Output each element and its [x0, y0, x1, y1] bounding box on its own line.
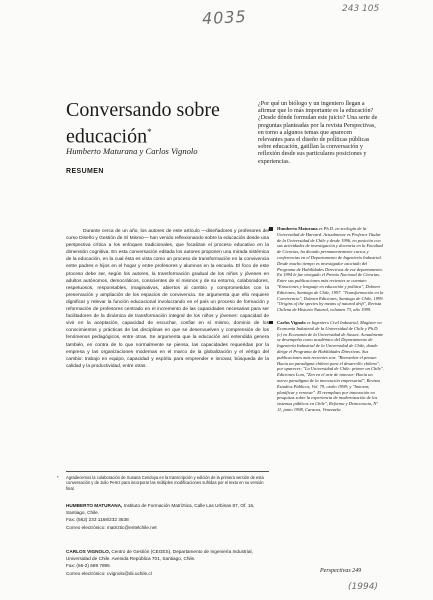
author-bios-column — [277, 226, 384, 420]
abstract-body: Durante cerca de un año, los autores de este artículo —diseñadores y profesores del curso Diseño y Gestión de Sí Mismo— han venido reflexionando sobre la educación desde una perspectiva crítica a los enfoques tradicionales, que focalizan el proceso educativo en la dimensión cognitiva. En esta conversación editada los autores proponen una mirada sistémica de la educación, en la cual ésta es vista como un proceso de transformación en la convivencia entre padres e hijos en el hogar y entre profesores y alumnos en la escuela. El foco de este proceso debe ser, según los autores, la transformación gradual de los niños y jóvenes en adultos autónomos, democráticos, conscientes de sí mismos y de su entorno, colaboradores, respetuosos, responsables, imaginativos, abiertos al cambio y comprometidos con la preservación y ampliación de los espacios de convivencia. Se argumenta que ello requiere dignificar y relevar la función educacional involucrando en el país un proceso de formación y reformación de profesores centrado en el incremento de las capacidades necesarias para ser facilitadores de la dinámica de transformación integral de los niños y jóvenes: capacidad de vivir en la aceptación, capacidad de escuchar, confiar en sí mismo, dominio de los conocimientos y prácticas de las disciplinas en que se desenvuelven y comprensión de los fenómenos pedagógicos, entre otras. Se argumenta que la educación así entendida genera también, en contra de lo que normalmente se piensa, las capacidades requeridas por la empresa y las organizaciones modernas en el marco de la globalización y el vértigo del cambio: trabajo en equipo, capacidad y espíritu para emprender e innovar, búsqueda de la calidad y la productividad, entre otras. — [66, 229, 269, 369]
bio-text: es Ingeniero Civil Industrial, Magíster en Economía Industrial de la Universidad de Chile y Ph.D. (c) en Economía de la Universidad de Sussex. Actualmente se desempeña como académico del Departamento de Ingeniería Industrial de la Universidad de Chile, donde dirige el Programa de Habilidades Directivas. Sus publicaciones más recientes son: "Reenseñar el pensar. Hacia un paradigma chileno para el desarrollo chileno", por aparecer; "La Universidad de Chile: primer un Chile". Ediciones Lom, "Zen en el arte de innovar: Hacia un nuevo paradigma de la innovación empresarial", Revista Estudios Públicos, Vol. 79, otoño 1998; y "Innovar, planificar y renovar". El reemplazo por innovación en pesquisas sobre la experiencia de modernización de los sistemas públicos en Chile", Reforma y Democracia, N° 11, junio 1998, Caracas, Venezuela. — [277, 319, 384, 412]
title-line-1: Conversando sobre — [66, 99, 220, 121]
handwritten-catalog-number: 4035 — [201, 6, 248, 29]
affiliation-fax: Fax: (562) 233 1168/232 3538 — [66, 517, 129, 523]
affiliation-name: HUMBERTO MATURANA, — [66, 503, 123, 508]
handwritten-year-note: (1994) — [348, 582, 378, 592]
title-footnote-marker: * — [147, 127, 152, 137]
affiliation-email: Correo electrónico: cvignolo@dii.uchile.cl — [66, 570, 152, 576]
page-title — [66, 99, 220, 148]
bullet-square-icon — [269, 227, 273, 231]
footnote-text: Agradecemos la colaboración de Susana Cendoya en la transcripción y edición de la primera versión de esta conversación y de Julio Perez para incorporar las múltiples modificaciones sufridas por el texto en su versión final. — [66, 475, 264, 491]
affiliation-fax: Fax: (56-2) 689 7895 — [66, 563, 110, 569]
title-line-2: educación — [66, 125, 148, 148]
bio-maturana — [277, 226, 384, 313]
abstract-heading: RESUMEN — [66, 168, 104, 175]
bio-name: Humberto Maturana — [277, 226, 318, 231]
affiliation-address: Centro de Gestión (CEGES), Departamento de Ingeniería Industrial, Universidad de Chile. Avenida República 701, Santiago, Chile. — [66, 549, 253, 562]
affiliation-name: CARLOS VIGNOLO, — [66, 549, 111, 554]
handwritten-page-note: 243 105 — [342, 4, 380, 14]
affiliation-address: Instituto de Formación Matríztica, Calle Las Urbinas 87, Of. 16, Santiago, Chile. — [66, 503, 255, 516]
affiliation-vignolo — [66, 548, 269, 577]
affiliation-maturana — [66, 502, 269, 531]
bio-text: es Ph.D. en zoología de la Universidad de Harvard. Actualmente es Profesor Titular de la Universidad de Chile y desde 1996, en posición con sus actividades de investigación y docencia en la Facultad de Ciencias, ha dictado permanentemente cursos y conferencias en el Departamento de Ingeniería Industrial. Desde mucho tiempo es investigador asociado del Programa de Habilidades Directivas de ese departamento. En 1994 le fue otorgado el Premio Nacional de Ciencias. Entre sus publicaciones más recientes se cuentan: "Emociones y lenguaje en educación y política", Dolmen Ediciones, Santiago de Chile, 1997. "Transformación en la Convivencia", Dolmen Ediciones, Santiago de Chile, 1999. "Origins of the species by means of natural drift", Revista Chilena de Historia Natural, volumen 73, año 1999. — [277, 226, 384, 313]
page-footer: Perspectivas 249 — [320, 568, 362, 574]
bullet-square-icon — [269, 321, 273, 325]
intro-paragraph: ¿Por qué un biólogo y un ingeniero llegan a afirmar que lo más importante es la educación? ¿Desde dónde formulan este juicio? Una serie de preguntas planteadas por la revista Perspectivas, en torno a algunos temas que aparecen relevantes para el diseño de políticas públicas sobre educación, gatillan la conversación y reflexión desde sus particulares posiciones y experiencias. — [258, 101, 378, 165]
author-line: Humberto Maturana y Carlos Vignolo — [66, 146, 198, 156]
bio-vignolo — [277, 320, 384, 413]
bio-name: Carlos Vignolo — [277, 319, 306, 325]
footnote-separator — [66, 471, 269, 472]
footnote — [57, 475, 269, 491]
footnote-marker: * — [57, 475, 59, 480]
affiliation-email: Correo electrónico: matriztic@entelchile.net — [66, 524, 157, 530]
